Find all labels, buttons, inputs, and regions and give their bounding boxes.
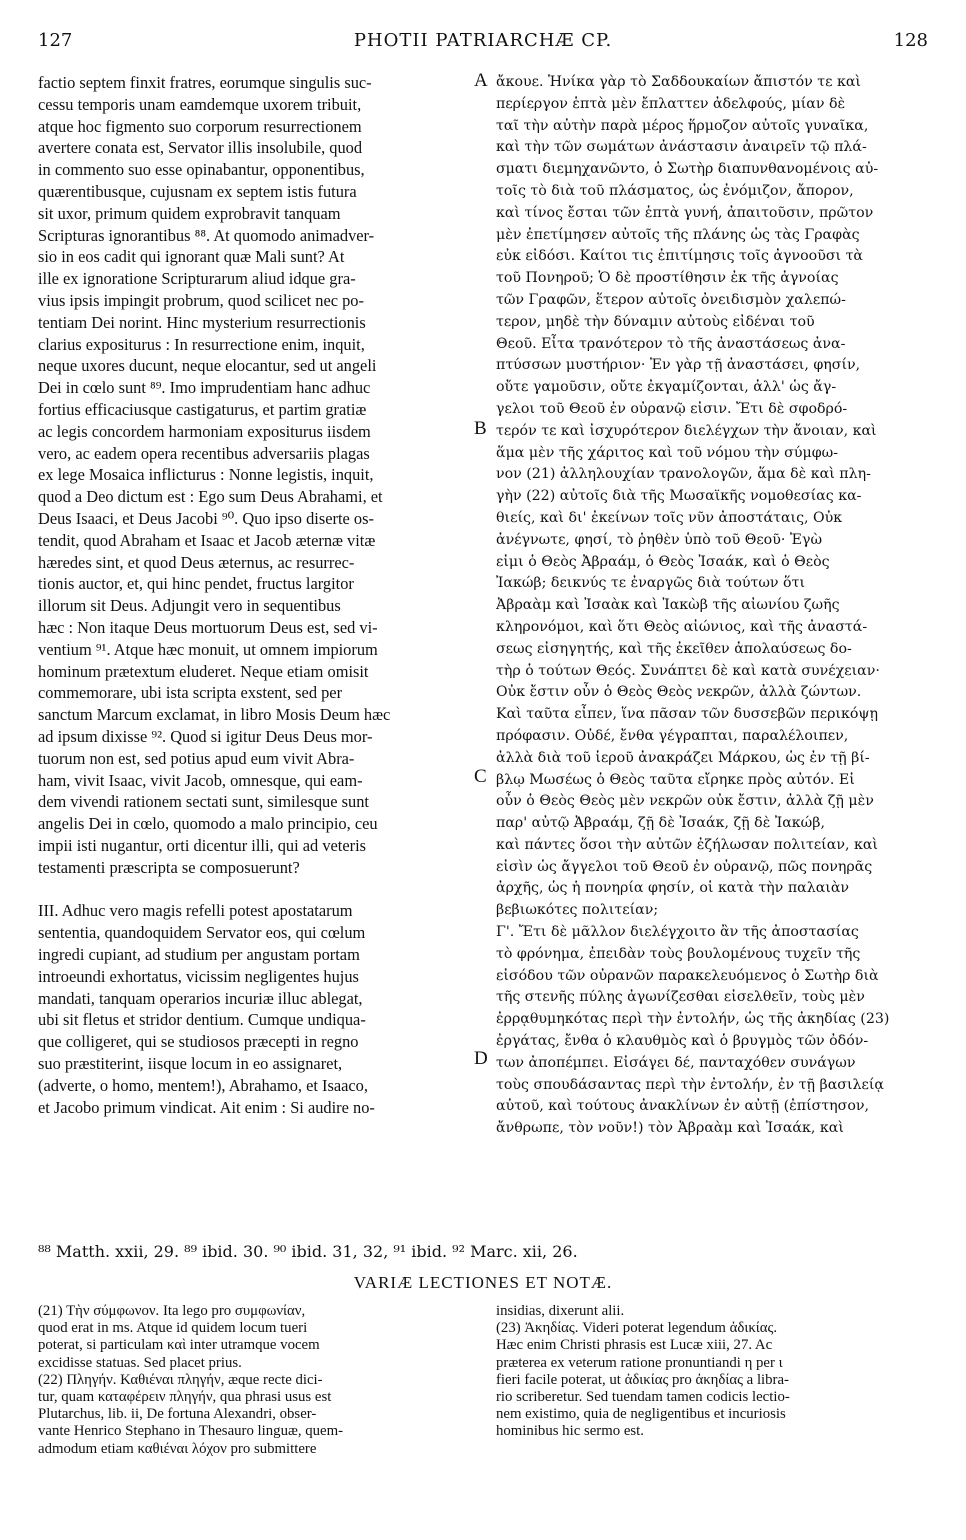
note-line: poterat, si particulam καὶ inter utramque vocem: [38, 1337, 320, 1354]
latin-text-line: tentiam Dei norint. Hinc mysterium resurrectionis: [38, 312, 366, 332]
left-page-number: 127: [38, 30, 73, 51]
greek-text-line: ταῖ τὴν αὐτὴν παρὰ μέρος ἥρμοζον αὐτοῖς γυναῖκα,: [496, 117, 869, 134]
greek-text-line: κληρονόμοι, καὶ ὅτι Θεὸς αἰώνιος, καὶ τῆς ἀναστά-: [496, 618, 868, 635]
greek-text-line: πρόφασιν. Οὐδέ, ἔνθα γέγραπται, παραλέλοιπεν,: [496, 727, 849, 744]
greek-text-line: τερόν τε καὶ ἰσχυρότερον διελέγχων τὴν ἄνοιαν, καὶ: [496, 422, 877, 439]
latin-text-line: tendit, quod Abraham et Isaac et Jacob æternæ vitæ: [38, 530, 376, 550]
margin-letter-b: B: [474, 418, 487, 439]
greek-text-line: Ἰακώβ; δεικνύς τε ἐναργῶς διὰ τούτων ὅτι: [496, 575, 806, 592]
greek-text-line: τὸ φρόνημα, ἐπειδὰν τοὺς βουλομένους τυχεῖν τῆς: [496, 945, 861, 962]
greek-text-line: Οὐκ ἔστιν οὖν ὁ Θεὸς Θεὸς νεκρῶν, ἀλλὰ ζώντων.: [496, 684, 862, 701]
greek-text-line: καὶ τὴν τῶν σωμάτων ἀνάστασιν ἀναιρεῖν τῷ πλά-: [496, 139, 867, 156]
latin-text-line: hominum prætextum eluderet. Neque etiam omisit: [38, 661, 369, 681]
greek-text-line: ἄνθρωπε, τὸν νοῦν!) τὸν Ἀβραὰμ καὶ Ἰσαάκ, καὶ: [496, 1120, 844, 1137]
greek-text-line: καὶ πάντες ὅσοι τὴν αὐτῶν ἐζήλωσαν πολιτείαν, καὶ: [496, 836, 878, 853]
note-line: (23) Ἀκηδίας. Videri poterat legendum ἀδικίας.: [496, 1320, 778, 1337]
greek-text-line: τὴρ ὁ τούτων Θεός. Συνάπτει δὲ καὶ κατὰ συνέχειαν·: [496, 662, 880, 679]
latin-text-line: vero, ac eadem opera recentibus adversariis plagas: [38, 443, 370, 463]
latin-text-line: tionis auctor, et, qui hinc pendet, fructus largitor: [38, 574, 354, 594]
greek-text-line: εἰμι ὁ Θεὸς Ἀβραάμ, ὁ Θεὸς Ἰσαάκ, καὶ ὁ Θεὸς: [496, 553, 830, 570]
latin-text-line: Dei in cœlo sunt ⁸⁹. Imo imprudentiam hanc adhuc: [38, 378, 371, 398]
greek-text-line: μὲν ἐπετίμησεν αὐτοῖς τῆς πλάνης ὡς τὰς Γραφὰς: [496, 226, 860, 243]
latin-text-line: ac legis concordem harmoniam expositurus iisdem: [38, 421, 371, 441]
latin-text-line: cessu temporis unam eamdemque uxorem tribuit,: [38, 94, 362, 114]
latin-text-line: quærentibusque, cujusnam ex septem istis futura: [38, 181, 357, 201]
latin-text-line: III. Adhuc vero magis refelli potest apostatarum: [38, 901, 353, 921]
latin-text-line: quod a Deo dictum est : Ego sum Deus Abrahami, et: [38, 487, 383, 507]
greek-text-line: παρ' αὐτῷ Ἀβραάμ, ζῇ δὲ Ἰσαάκ, ζῇ δὲ Ἰακώβ,: [496, 815, 825, 832]
greek-text-line: ἅμα μὲν τῆς χάριτος καὶ τοῦ νόμου τὴν σύμφω-: [496, 444, 839, 461]
latin-text-line: (adverte, o homo, mentem!), Abrahamo, et Isaaco,: [38, 1075, 368, 1095]
greek-text-line: τῶν Γραφῶν, ἕτερον αὐτοῖς ὀνειδισμὸν χαλεπώ-: [496, 291, 846, 308]
latin-text-line: commemorare, ubi ista scripta exstent, sed per: [38, 683, 343, 703]
greek-text-line: καὶ τίνος ἔσται τῶν ἑπτὰ γυνή, ἀπαιτοῦσιν, πρῶτον: [496, 204, 874, 221]
greek-column: [496, 72, 928, 1140]
note-line: admodum etiam καθιέναι λόχον pro submittere: [38, 1440, 317, 1457]
greek-text-line: νον (21) ἀλληλουχίαν τρανολογῶν, ἅμα δὲ καὶ πλη-: [496, 466, 871, 483]
latin-text-line: angelis Dei in cœlo, quomodo a malo principio, ceu: [38, 814, 378, 834]
latin-text-line: ad ipsum dixisse ⁹². Quod si igitur Deus Deus mor-: [38, 726, 373, 746]
note-line: (21) Τὴν σύμφωνον. Ita lego pro συμφωνίαν,: [38, 1303, 306, 1319]
latin-text-line: suo præstiterint, iisque locum in eo assignaret,: [38, 1054, 343, 1074]
note-line: Hæc enim Christi phrasis est Lucæ xiii, 27. Ac: [496, 1337, 773, 1354]
greek-text-line: τοῦ Πονηροῦ; Ὁ δὲ προστίθησιν ἐκ τῆς ἀγνοίας: [496, 270, 839, 287]
right-page-number: 128: [893, 30, 928, 51]
note-line: nem existimo, quia de negligentibus et incuriosis: [496, 1406, 786, 1423]
notes-right-column: [496, 1303, 928, 1441]
margin-letter-a: A: [474, 70, 488, 91]
greek-text-line: γελοι τοῦ Θεοῦ ἐν οὐρανῷ εἰσιν. Ἔτι δὲ σφοδρό-: [496, 400, 848, 417]
latin-text-line: hæredes sint, et quod Deus æternus, ac resurrec-: [38, 552, 355, 572]
note-line: excidisse statuas. Sed placet prius.: [38, 1354, 242, 1371]
latin-text-line: atque hoc figmento suo corporum resurrectionem: [38, 116, 362, 136]
latin-text-line: sententia, quandoquidem Servator eos, qui cœlum: [38, 923, 366, 943]
latin-text-line: dem vivendi rationem sectati sunt, similesque sunt: [38, 792, 369, 812]
greek-text-line: ἄκουε. Ἡνίκα γὰρ τὸ Σαδδουκαίων ἄπιστόν τε καὶ: [496, 74, 861, 90]
greek-text-line: γὴν (22) αὐτοῖς διὰ τῆς Μωσαϊκῆς νομοθεσίας κα-: [496, 488, 862, 505]
running-title: PHOTII PATRIARCHÆ CP.: [353, 30, 613, 51]
greek-text-line: τῆς στενῆς πύλης ἀγωνίζεσθαι εἰσελθεῖν, τοὺς μὲν: [496, 989, 865, 1006]
latin-text-line: sit uxor, primum quidem exprobravit tanquam: [38, 203, 341, 223]
note-line: rio scriberetur. Sed tuendam tamen codicis lectio-: [496, 1388, 790, 1405]
latin-text-line: ventium ⁹¹. Atque hæc monuit, ut omnem impiorum: [38, 639, 378, 659]
greek-text-line: ἀνέγνωτε, φησί, τὸ ῥηθὲν ὑπὸ τοῦ Θεοῦ· Ἐγὼ: [496, 531, 823, 548]
latin-text-line: illorum sit Deus. Adjungit vero in sequentibus: [38, 596, 341, 616]
latin-text-line: ingredi cupiant, ad studium per angustam portam: [38, 945, 360, 965]
latin-text-line: avertere conata est, Servator illis insolubile, quod: [38, 138, 363, 158]
note-line: vante Henrico Stephano in Thesauro linguæ, quem-: [38, 1423, 344, 1440]
latin-text-line: Deus Isaaci, et Deus Jacobi ⁹⁰. Quo ipso diserte os-: [38, 508, 374, 528]
note-line: præterea ex veterum ratione pronuntiandi η per ι: [496, 1354, 783, 1371]
greek-text-line: ἀρχῆς, ὡς ἡ πονηρία φησίν, οἱ κατὰ τὴν παλαιὰν: [496, 880, 850, 897]
note-line: insidias, dixerunt alii.: [496, 1303, 625, 1319]
greek-text-line: πτύσσων μυστήριον· Ἐν γὰρ τῇ ἀναστάσει, φησίν,: [496, 357, 861, 374]
latin-text-line: clarius expositurus : In resurrectione enim, inquit,: [38, 334, 365, 354]
latin-text-line: sio in eos cadit qui ignorant quæ Mali sunt? At: [38, 247, 345, 267]
greek-text-line: των ἀποπέμπει. Εἰσάγει δέ, πανταχόθεν συνάγων: [496, 1054, 856, 1071]
latin-text-line: neque uxores ducunt, neque elocantur, sed ut angeli: [38, 356, 377, 376]
footnotes: ⁸⁸ Matth. xxii, 29. ⁸⁹ ibid. 30. ⁹⁰ ibid. 31, 32, ⁹¹ ibid. ⁹² Marc. xii, 26.: [38, 1242, 578, 1261]
latin-column: [38, 72, 468, 1118]
note-line: quod erat in ms. Atque id quidem locum tueri: [38, 1320, 308, 1337]
latin-text-line: sanctum Marcum exclamat, in libro Mosis Deum hæc: [38, 705, 391, 725]
latin-text-line: factio septem finxit fratres, eorumque singulis suc-: [38, 73, 372, 92]
greek-text-line: ἐρρᾳθυμηκότας περὶ τὴν ἐντολήν, ὡς τῆς ἀκηδίας (23): [496, 1011, 890, 1028]
notes-title: VARIÆ LECTIONES ET NOTÆ.: [353, 1273, 613, 1292]
latin-text-line: ubi sit fletus et stridor dentium. Cumque undiqua-: [38, 1010, 366, 1030]
note-line: (22) Πληγήν. Καθιέναι πληγήν, æque recte dici-: [38, 1371, 323, 1388]
greek-text-line: εἰσὶν ὡς ἄγγελοι τοῦ Θεοῦ ἐν οὐρανῷ, πῶς πονηρᾶς: [496, 858, 873, 875]
note-line: fieri facile poterat, ut ἀδικίας pro ἀκηδίας a libra-: [496, 1371, 789, 1388]
margin-letter-d: D: [474, 1048, 488, 1069]
greek-text-line: περίεργον ἑπτὰ μὲν ἔπλαττεν ἀδελφούς, μίαν δὲ: [496, 95, 846, 112]
latin-text-line: Scripturas ignorantibus ⁸⁸. At quomodo animadver-: [38, 225, 375, 245]
greek-text-line: οὔτε γαμοῦσιν, οὔτε ἐκγαμίζονται, ἀλλ' ὡς ἄγ-: [496, 379, 837, 396]
note-line: hominibus hic sermo est.: [496, 1423, 644, 1440]
margin-letter-c: C: [474, 766, 487, 787]
latin-text-line: introeundi exhortatus, vicissim negligentes hujus: [38, 966, 359, 986]
note-line: tur, quam καταφέρειν πληγήν, qua phrasi usus est: [38, 1388, 332, 1405]
latin-text-line: que colligeret, qui se studiosos præcepti in regno: [38, 1032, 359, 1052]
latin-text-line: vius ipsis impingit probrum, quod scilicet nec po-: [38, 290, 364, 310]
greek-text-line: βεβιωκότες πολιτείαν;: [496, 902, 659, 919]
latin-text-line: mandati, tanquam operarios incuriæ illuc ablegat,: [38, 988, 363, 1008]
greek-text-line: σματι διεμηχανῶντο, ὁ Σωτὴρ διαπυνθανομένοις αὐ-: [496, 161, 879, 178]
greek-text-line: τοὺς σπουδάσαντας περὶ τὴν ἐντολήν, ἐν τῇ βασιλείᾳ: [496, 1076, 885, 1093]
latin-text-line: et Jacobo primum vindicat. Ait enim : Si audire no-: [38, 1097, 375, 1117]
greek-text-line: Ἀβραὰμ καὶ Ἰσαὰκ καὶ Ἰακὼβ τῆς αἰωνίου ζωῆς: [496, 597, 840, 614]
greek-text-line: βλῳ Μωσέως ὁ Θεὸς ταῦτα εἴρηκε πρὸς αὐτόν. Εἰ: [496, 771, 855, 788]
greek-text-line: θιείς, καὶ δι' ἐκείνων τοῖς νῦν ἀποστάταις, Οὐκ: [496, 509, 843, 526]
latin-text-line: ille ex ignoratione Scripturarum aliud idque gra-: [38, 269, 356, 289]
greek-text-line: τοῖς τὸ διὰ τοῦ πλάσματος, ὡς ἐνόμιζον, ἄπορον,: [496, 182, 854, 199]
greek-text-line: ἀλλὰ διὰ τοῦ ἱεροῦ ἀνακράζει Μάρκου, ὡς ἐν τῇ βί-: [496, 749, 870, 766]
greek-text-line: Καὶ ταῦτα εἶπεν, ἵνα πᾶσαν τῶν δυσσεβῶν περικόψῃ: [496, 706, 879, 723]
latin-text-line: ex lege Mosaica inflicturus : Nonne legistis, inquit,: [38, 465, 374, 485]
latin-text-line: ham, vivit Isaac, vivit Jacob, omnesque, qui eam-: [38, 770, 363, 790]
running-header: [38, 30, 928, 56]
greek-text-line: εἰσόδου τῶν οὐρανῶν παρακελευόμενος ὁ Σωτὴρ διὰ: [496, 967, 879, 984]
greek-text-line: τερον, μηδὲ τὴν δύναμιν αὐτοὺς εἰδέναι τοῦ: [496, 313, 815, 330]
greek-text-line: Θεοῦ. Εἶτα τρανότερον τὸ τῆς ἀναστάσεως ἀνα-: [496, 335, 846, 352]
note-line: Plutarchus, lib. ii, De fortuna Alexandri, obser-: [38, 1406, 317, 1423]
latin-text-line: fortius efficaciusque castigaturus, et partim gratiæ: [38, 399, 367, 419]
notes-left-column: [38, 1303, 470, 1458]
latin-text-line: in commento suo esse opinabantur, opponentibus,: [38, 160, 365, 180]
section-gap: [38, 878, 468, 900]
greek-text-line: αὐτοῦ, καὶ τούτους ἀνακλίνων ἐν αὐτῇ (ἐπίστησον,: [496, 1098, 870, 1115]
greek-text-line: σεως εἰσηγητής, καὶ τῆς ἐκεῖθεν ἀπολαύσεως δο-: [496, 640, 852, 657]
greek-text-line: Γ'. Ἔτι δὲ μᾶλλον διελέγχοιτο ἂν τῆς ἀποστασίας: [496, 924, 859, 941]
latin-text-line: tuorum non est, sed potius apud eum vivit Abra-: [38, 748, 355, 768]
greek-text-line: οὖν ὁ Θεὸς Θεὸς μὲν νεκρῶν οὐκ ἔστιν, ἀλλὰ ζῇ μὲν: [496, 793, 874, 810]
latin-text-line: hæc : Non itaque Deus mortuorum Deus est, sed vi-: [38, 617, 378, 637]
latin-text-line: impii isti nugantur, orti dicentur illi, qui ad veteris: [38, 835, 367, 855]
latin-text-line: testamenti præscripta se composuerunt?: [38, 857, 300, 877]
greek-text-line: εὐκ εἰδόσι. Καίτοι τις ἐπιτίμησις τοῖς ἀγνοοῦσι τὰ: [496, 248, 864, 265]
greek-text-line: ἐργάτας, ἔνθα ὁ κλαυθμὸς καὶ ὁ βρυγμὸς τῶν ὀδόν-: [496, 1033, 869, 1050]
